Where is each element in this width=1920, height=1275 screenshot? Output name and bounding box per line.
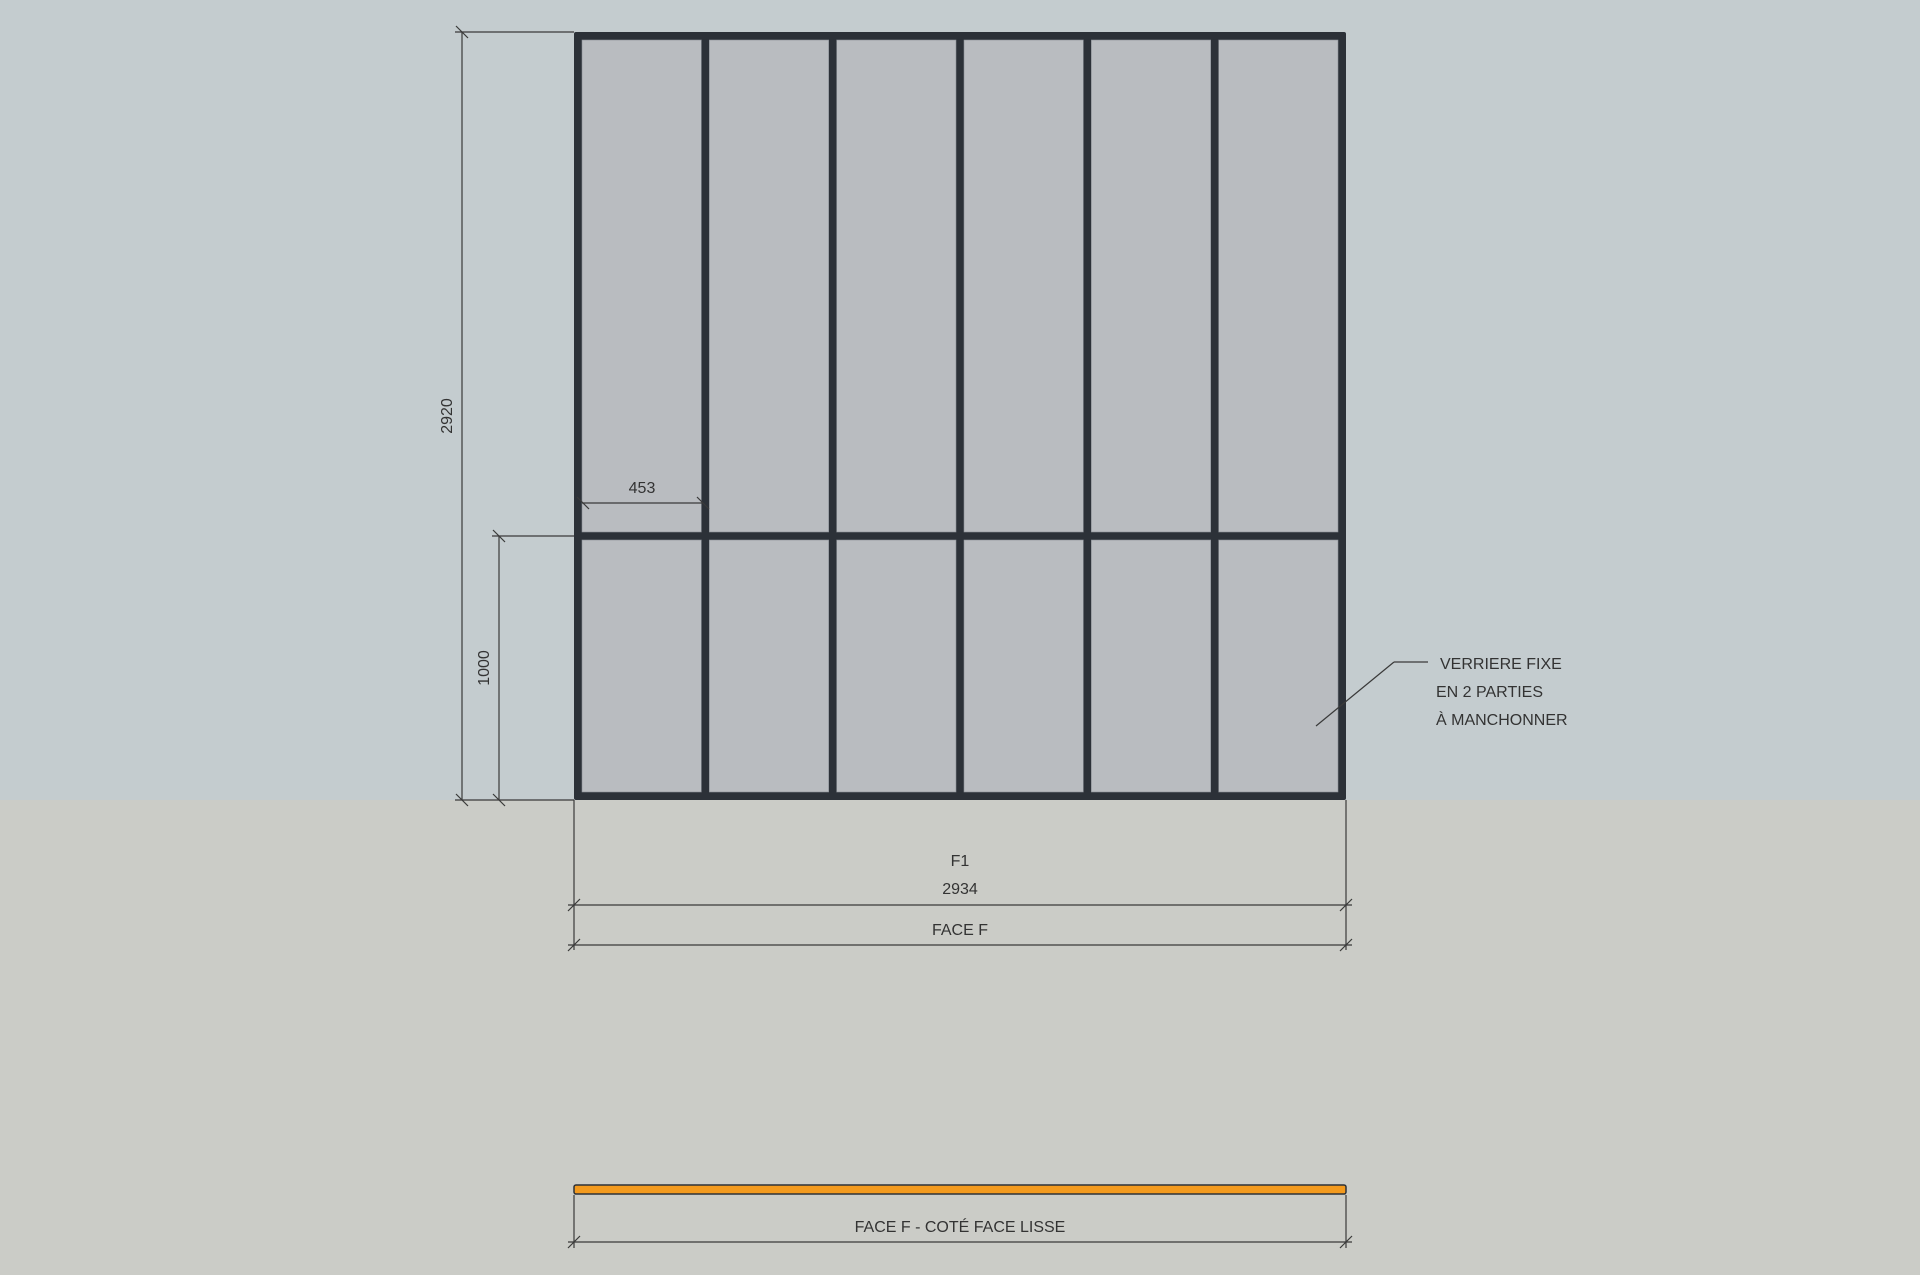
dim-width-total-label: 2934: [942, 881, 978, 898]
dim-panel-width-label: 453: [628, 480, 656, 497]
glass-pane: [837, 40, 956, 532]
dim-height-lower-label: 1000: [476, 650, 493, 686]
glass-pane: [1219, 540, 1338, 792]
glass-pane: [1219, 40, 1338, 532]
glass-pane: [1091, 540, 1210, 792]
glass-pane: [1091, 40, 1210, 532]
glass-pane: [582, 40, 701, 532]
annotation-line-1: VERRIERE FIXE: [1440, 656, 1562, 673]
glass-pane: [582, 540, 701, 792]
base-profile-bar: [574, 1185, 1346, 1194]
frame-label: F1: [950, 853, 970, 870]
dim-height-total-label: 2920: [439, 398, 456, 434]
annotation-line-3: À MANCHONNER: [1436, 712, 1568, 729]
annotation-line-2: EN 2 PARTIES: [1436, 684, 1543, 701]
face-label: FACE F: [931, 922, 989, 939]
glass-pane: [709, 40, 828, 532]
glass-pane: [837, 540, 956, 792]
glass-pane: [964, 40, 1083, 532]
glass-pane: [709, 540, 828, 792]
glass-pane: [964, 540, 1083, 792]
floor-background: [0, 800, 1920, 1275]
bottom-view-label: FACE F - COTÉ FACE LISSE: [854, 1219, 1066, 1236]
